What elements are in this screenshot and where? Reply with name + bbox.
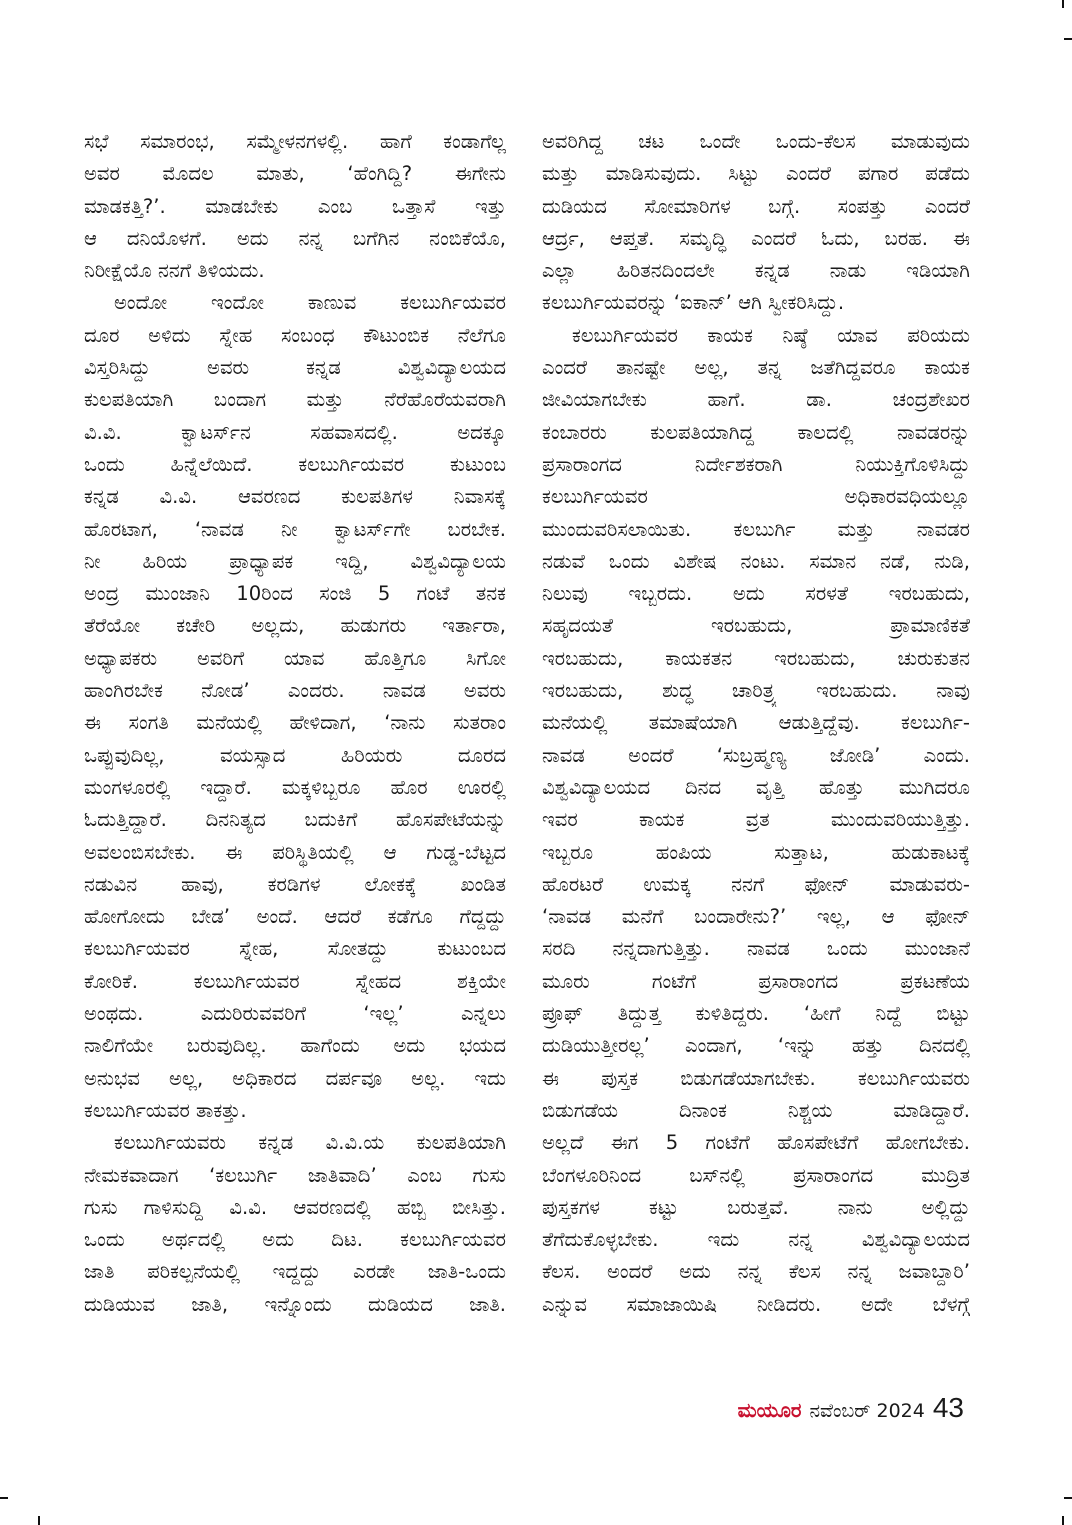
text-line: ದುಡಿಯದ ಸೋಮಾರಿಗಳ ಬಗ್ಗೆ. ಸಂಪತ್ತು ಎಂದರೆ (542, 194, 970, 218)
text-line: ನೇಮಕವಾದಾಗ ‘ಕಲಬುರ್ಗಿ ಜಾತಿವಾದಿ’ ಎಂಬ ಗುಸು (84, 1163, 506, 1187)
crop-mark-top (1062, 0, 1064, 8)
text-line: ಮೂರು ಗಂಟೆಗೆ ಪ್ರಸಾರಾಂಗದ ಪ್ರಕಟಣೆಯ (542, 969, 970, 993)
text-line: ಸಭೆ ಸಮಾರಂಭ, ಸಮ್ಮೇಳನಗಳಲ್ಲಿ. ಹಾಗೆ ಕಂಡಾಗೆಲ್ಲ (84, 130, 506, 153)
text-line: ತೆಗೆದುಕೊಳ್ಳಬೇಕು. ಇದು ನನ್ನ ವಿಶ್ವವಿದ್ಯಾಲಯದ (542, 1228, 970, 1252)
text-line: ಪ್ರೂಫ್ ತಿದ್ದುತ್ತ ಕುಳಿತಿದ್ದರು. ‘ಹೀಗೆ ನಿದ್ದೆ ಬಿಟ್ಟು (542, 1002, 970, 1026)
text-line: ಕಲಬುರ್ಗಿಯವರನ್ನು ‘ಐಕಾನ್’ ಆಗಿ ಸ್ವೀಕರಿಸಿದ್ದು. (542, 291, 845, 315)
text-line: ಬೆಂಗಳೂರಿನಿಂದ ಬಸ್‌ನಲ್ಲಿ ಪ್ರಸಾರಾಂಗದ ಮುದ್ರಿತ (542, 1163, 970, 1187)
text-line: ಅಂದ್ರ ಮುಂಜಾನಿ 10ರಿಂದ ಸಂಜಿ 5 ಗಂಟೆ ತನಕ (84, 582, 506, 606)
text-line: ದೂರ ಅಳಿದು ಸ್ನೇಹ ಸಂಬಂಧ ಕೌಟುಂಬಿಕ ನೆಲೆಗೂ (84, 323, 506, 347)
text-line: ಹೊರಟಾಗ, ‘ನಾವಡ ನೀ ಕ್ವಾಟರ್ಸ್‌ಗೇ ಬರಬೇಕ. (84, 517, 506, 541)
text-line: ದುಡಿಯುತ್ತೀರಲ್ಲ’ ಎಂದಾಗ, ‘ಇನ್ನು ಹತ್ತು ದಿನದಲ್ಲಿ (542, 1034, 970, 1058)
text-line: ಹಾಂಗಿರಬೇಕ ನೋಡ’ ಎಂದರು. ನಾವಡ ಅವರು (84, 679, 506, 703)
text-line: ಹೋಗೋದು ಬೇಡ’ ಅಂದೆ. ಆದರೆ ಕಡೆಗೂ ಗೆದ್ದದ್ದು (84, 905, 506, 929)
text-line: ನಿಲುವು ಇಬ್ಬರದು. ಅದು ಸರಳತೆ ಇರಬಹುದು, (542, 582, 970, 606)
text-line: ಅವಲಂಬಿಸಬೇಕು. ಈ ಪರಿಸ್ಥಿತಿಯಲ್ಲಿ ಆ ಗುಡ್ಡ-ಬೆಟ್ಟದ (84, 840, 506, 864)
text-line: ನೀ ಹಿರಿಯ ಪ್ರಾಧ್ಯಾಪಕ ಇದ್ದಿ, ವಿಶ್ವವಿದ್ಯಾಲಯ (84, 549, 506, 573)
text-line: ನಿರೀಕ್ಷೆಯೊ ನನಗೆ ತಿಳಿಯದು. (84, 259, 265, 283)
text-line: ಒಂದು ಹಿನ್ನೆಲೆಯಿದೆ. ಕಲಬುರ್ಗಿಯವರ ಕುಟುಂಬ (84, 452, 506, 476)
text-line: ವಿಸ್ತರಿಸಿದ್ದು ಅವರು ಕನ್ನಡ ವಿಶ್ವವಿದ್ಯಾಲಯದ (84, 356, 506, 380)
text-line: ನಡುವೆ ಒಂದು ವಿಶೇಷ ನಂಟು. ಸಮಾನ ನಡೆ, ನುಡಿ, (542, 549, 970, 573)
page-footer (738, 1392, 964, 1424)
text-line: ಇರಬಹುದು, ಶುದ್ಧ ಚಾರಿತ್ರ್ಯ ಇರಬಹುದು. ನಾವು (542, 679, 970, 703)
text-line: ಅಂದೋ ಇಂದೋ ಕಾಣುವ ಕಲಬುರ್ಗಿಯವರ (114, 291, 506, 315)
text-line: ಕನ್ನಡ ವಿ.ವಿ. ಆವರಣದ ಕುಲಪತಿಗಳ ನಿವಾಸಕ್ಕೆ (84, 485, 506, 509)
text-line: ಕಂಬಾರರು ಕುಲಪತಿಯಾಗಿದ್ದ ಕಾಲದಲ್ಲಿ ನಾವಡರನ್ನು (542, 420, 970, 444)
text-line: ಜಾತಿ ಪರಿಕಲ್ಪನೆಯಲ್ಲಿ ಇದ್ದದ್ದು ಎರಡೇ ಜಾತಿ-ಒಂದು (84, 1260, 506, 1284)
text-line: ಕಲಬುರ್ಗಿಯವರ ಸ್ನೇಹ, ಸೋತದ್ದು ಕುಟುಂಬದ (84, 937, 506, 961)
text-line: ಮಾಡಕತ್ತಿ?’. ಮಾಡಬೇಕು ಎಂಬ ಒತ್ತಾಸೆ ಇತ್ತು (84, 194, 506, 218)
text-line: ಕಲಬುರ್ಗಿಯವರ ಅಧಿಕಾರವಧಿಯಲ್ಲೂ (542, 485, 970, 509)
text-line: ಜೀವಿಯಾಗಬೇಕು ಹಾಗೆ. ಡಾ. ಚಂದ್ರಶೇಖರ (542, 388, 970, 412)
text-line: ‘ನಾವಡ ಮನೆಗೆ ಬಂದಾರೇನು?’ ಇಲ್ಲ, ಆ ಫೋನ್ (542, 905, 970, 929)
text-line: ಒಂದು ಅರ್ಥದಲ್ಲಿ ಅದು ದಿಟ. ಕಲಬುರ್ಗಿಯವರ (84, 1228, 506, 1252)
text-line: ಕಲಬುರ್ಗಿಯವರ ತಾಕತ್ತು. (84, 1098, 247, 1122)
crop-mark-bottom-left (38, 1516, 40, 1525)
issue-date: ನವೆಂಬರ್ 2024 (809, 1400, 925, 1422)
text-line: ಈ ಸಂಗತಿ ಮನೆಯಲ್ಲಿ ಹೇಳಿದಾಗ, ‘ನಾನು ಸುತರಾಂ (84, 711, 506, 735)
crop-mark-bottom-right (1062, 1516, 1064, 1525)
text-line: ಎಲ್ಲಾ ಹಿರಿತನದಿಂದಲೇ ಕನ್ನಡ ನಾಡು ಇಡಿಯಾಗಿ (542, 259, 970, 283)
text-line: ಮತ್ತು ಮಾಡಿಸುವುದು. ಸಿಟ್ಟು ಎಂದರೆ ಪಗಾರ ಪಡೆದು (542, 162, 970, 186)
text-line: ಓದುತ್ತಿದ್ದಾರೆ. ದಿನನಿತ್ಯದ ಬದುಕಿಗೆ ಹೊಸಪೇಟೆಯನ್ನು (84, 808, 506, 832)
text-line: ವಿ.ವಿ. ಕ್ವಾಟರ್ಸ್‌ನ ಸಹವಾಸದಲ್ಲಿ. ಅದಕ್ಕೂ (84, 420, 506, 444)
text-line: ಆ ದನಿಯೊಳಗೆ. ಅದು ನನ್ನ ಬಗೆಗಿನ ನಂಬಿಕೆಯೊ, (84, 226, 506, 250)
text-line: ಮನೆಯಲ್ಲಿ ತಮಾಷೆಯಾಗಿ ಆಡುತ್ತಿದ್ದೆವು. ಕಲಬುರ್ಗಿ- (542, 711, 970, 735)
text-line: ಮಂಗಳೂರಲ್ಲಿ ಇದ್ದಾರೆ. ಮಕ್ಕಳಿಬ್ಬರೂ ಹೊರ ಊರಲ್ಲಿ (84, 775, 506, 799)
text-line: ಈ ಪುಸ್ತಕ ಬಿಡುಗಡೆಯಾಗಬೇಕು. ಕಲಬುರ್ಗಿಯವರು (542, 1066, 970, 1090)
text-line: ಪುಸ್ತಕಗಳ ಕಟ್ಟು ಬರುತ್ತವೆ. ನಾನು ಅಲ್ಲಿದ್ದು (542, 1195, 970, 1219)
text-line: ಎಂದರೆ ತಾನಷ್ಟೇ ಅಲ್ಲ, ತನ್ನ ಜತೆಗಿದ್ದವರೂ ಕಾಯಕ (542, 356, 970, 380)
text-line: ಗುಸು ಗಾಳಿಸುದ್ದಿ ವಿ.ವಿ. ಆವರಣದಲ್ಲಿ ಹಬ್ಬಿ ಬೀಸಿತ್ತು. (84, 1195, 506, 1219)
text-line: ಕುಲಪತಿಯಾಗಿ ಬಂದಾಗ ಮತ್ತು ನೆರೆಹೊರೆಯವರಾಗಿ (84, 388, 506, 412)
text-line: ದುಡಿಯುವ ಜಾತಿ, ಇನ್ನೊಂದು ದುಡಿಯದ ಜಾತಿ. (84, 1292, 506, 1316)
text-line: ಅಧ್ಯಾಪಕರು ಅವರಿಗೆ ಯಾವ ಹೊತ್ತಿಗೂ ಸಿಗೋ (84, 646, 506, 670)
left-column (84, 126, 506, 1321)
text-line: ಎನ್ನುವ ಸಮಾಜಾಯಿಷಿ ನೀಡಿದರು. ಅದೇ ಬೆಳಗ್ಗೆ (542, 1292, 970, 1316)
text-line: ಇವರ ಕಾಯಕ ವ್ರತ ಮುಂದುವರಿಯುತ್ತಿತ್ತು. (542, 808, 970, 832)
text-line: ಕಲಬುರ್ಗಿಯವರ ಕಾಯಕ ನಿಷ್ಠೆ ಯಾವ ಪರಿಯದು (572, 323, 970, 347)
text-line: ಇಬ್ಬರೂ ಹಂಪಿಯ ಸುತ್ತಾಟ, ಹುಡುಕಾಟಕ್ಕೆ (542, 840, 970, 864)
magazine-logo: ಮಯೂರ (737, 1398, 802, 1422)
text-line: ತೆರೆಯೋ ಕಚೇರಿ ಅಲ್ಲದು, ಹುಡುಗರು ಇರ್ತಾರಾ, (84, 614, 506, 638)
crop-mark-right-bottom (1064, 1497, 1072, 1499)
text-line: ಕೋರಿಕೆ. ಕಲಬುರ್ಗಿಯವರ ಸ್ನೇಹದ ಶಕ್ತಿಯೇ (84, 969, 506, 993)
page-number: 43 (932, 1392, 964, 1423)
text-line: ವಿಶ್ವವಿದ್ಯಾಲಯದ ದಿನದ ವೃತ್ತಿ ಹೊತ್ತು ಮುಗಿದರೂ (542, 775, 970, 799)
crop-mark-right-top (1064, 38, 1072, 40)
text-line: ನಾವಡ ಅಂದರೆ ‘ಸುಬ್ರಹ್ಮಣ್ಯ ಜೋಡಿ’ ಎಂದು. (542, 743, 970, 767)
text-line: ಮುಂದುವರಿಸಲಾಯಿತು. ಕಲಬುರ್ಗಿ ಮತ್ತು ನಾವಡರ (542, 517, 970, 541)
text-line: ನಡುವಿನ ಹಾವು, ಕರಡಿಗಳ ಲೋಕಕ್ಕೆ ಖಂಡಿತ (84, 872, 506, 896)
text-line: ಅನುಭವ ಅಲ್ಲ, ಅಧಿಕಾರದ ದರ್ಪವೂ ಅಲ್ಲ. ಇದು (84, 1066, 506, 1090)
text-line: ಇರಬಹುದು, ಕಾಯಕತನ ಇರಬಹುದು, ಚುರುಕುತನ (542, 646, 970, 670)
text-line: ಹೊರಟರೆ ಉಮಕ್ಕ ನನಗೆ ಫೋನ್ ಮಾಡುವರು- (542, 872, 970, 896)
crop-mark-left-bottom (0, 1497, 8, 1499)
text-line: ಆರ್ದ್ರ, ಆಪ್ತತೆ. ಸಮೃದ್ಧಿ ಎಂದರೆ ಓದು, ಬರಹ. ಈ (542, 226, 970, 250)
text-line: ಸರದಿ ನನ್ನದಾಗುತ್ತಿತ್ತು. ನಾವಡ ಒಂದು ಮುಂಜಾನೆ (542, 937, 970, 961)
text-line: ಕಲಬುರ್ಗಿಯವರು ಕನ್ನಡ ವಿ.ವಿ.ಯ ಕುಲಪತಿಯಾಗಿ (114, 1131, 506, 1155)
text-line: ಅಲ್ಲದೆ ಈಗ 5 ಗಂಟೆಗೆ ಹೊಸಪೇಟೆಗೆ ಹೋಗಬೇಕು. (542, 1131, 970, 1155)
text-line: ಕೆಲಸ. ಅಂದರೆ ಅದು ನನ್ನ ಕೆಲಸ ನನ್ನ ಜವಾಬ್ದಾರಿ’ (542, 1260, 970, 1284)
text-line: ಪ್ರಸಾರಾಂಗದ ನಿರ್ದೇಶಕರಾಗಿ ನಿಯುಕ್ತಿಗೊಳಿಸಿದ್ದು (542, 452, 970, 476)
text-line: ಸಹೃದಯತೆ ಇರಬಹುದು, ಪ್ರಾಮಾಣಿಕತೆ (542, 614, 970, 638)
text-line: ಅವರಿಗಿದ್ದ ಚಟ ಒಂದೇ ಒಂದು-ಕೆಲಸ ಮಾಡುವುದು (542, 130, 970, 153)
text-line: ಅವರ ಮೊದಲ ಮಾತು, ‘ಹೆಂಗಿದ್ದಿ? ಈಗೇನು (84, 162, 506, 186)
text-line: ಒಪ್ಪುವುದಿಲ್ಲ, ವಯಸ್ಸಾದ ಹಿರಿಯರು ದೂರದ (84, 743, 506, 767)
text-line: ನಾಲಿಗೆಯೇ ಬರುವುದಿಲ್ಲ. ಹಾಗೆಂದು ಅದು ಭಯದ (84, 1034, 506, 1058)
right-column (542, 126, 970, 1321)
text-line: ಅಂಥದು. ಎದುರಿರುವವರಿಗೆ ‘ಇಲ್ಲ’ ಎನ್ನಲು (84, 1002, 506, 1026)
text-line: ಬಿಡುಗಡೆಯ ದಿನಾಂಕ ನಿಶ್ಚಯ ಮಾಡಿದ್ದಾರೆ. (542, 1098, 970, 1122)
